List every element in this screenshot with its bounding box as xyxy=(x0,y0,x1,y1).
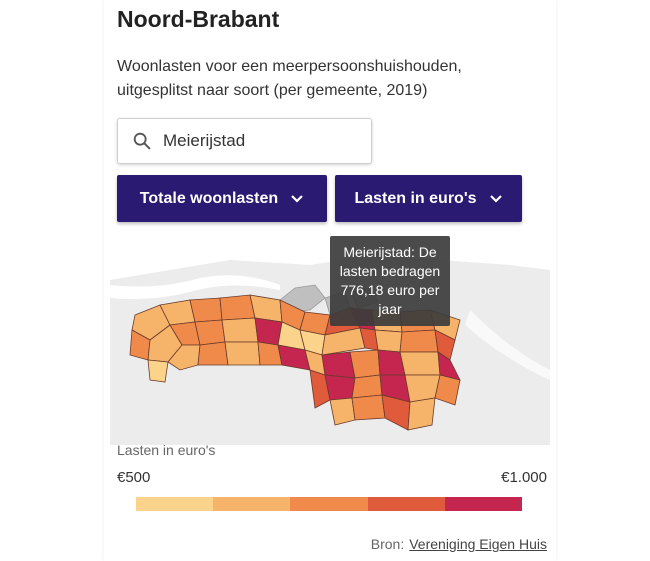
unit-dropdown-label: Lasten in euro's xyxy=(354,189,477,207)
municipality[interactable] xyxy=(400,330,438,352)
legend-swatch xyxy=(445,497,522,511)
municipality[interactable] xyxy=(375,330,402,352)
municipality[interactable] xyxy=(220,295,255,320)
chevron-down-icon xyxy=(290,194,304,204)
municipality[interactable] xyxy=(352,395,385,420)
search-icon xyxy=(131,130,153,152)
legend-swatch xyxy=(290,497,367,511)
municipality[interactable] xyxy=(195,320,225,345)
municipality[interactable] xyxy=(198,342,228,365)
subtitle: Woonlasten voor een meerpersoonshuishouden, uitgesplitst naar soort (per gemeente, 2019) xyxy=(117,58,462,99)
legend-color-bar xyxy=(136,497,522,511)
page-title: Noord-Brabant xyxy=(117,6,280,32)
chevron-down-icon xyxy=(489,194,503,204)
municipality[interactable] xyxy=(322,352,355,378)
municipality[interactable] xyxy=(400,352,440,375)
unit-dropdown[interactable] xyxy=(335,175,522,222)
legend-title: Lasten in euro's xyxy=(117,442,216,458)
legend-swatch xyxy=(368,497,445,511)
municipality[interactable] xyxy=(408,398,435,430)
source-line xyxy=(371,536,547,552)
municipality[interactable] xyxy=(190,298,222,322)
municipality[interactable] xyxy=(222,318,258,342)
search-box[interactable] xyxy=(117,118,372,164)
measure-dropdown[interactable] xyxy=(117,175,327,222)
municipality[interactable] xyxy=(225,342,260,365)
tooltip: Meierijstad: De lasten bedragen 776,18 euro per jaar xyxy=(330,236,450,326)
legend-max-label: €1.000 xyxy=(501,469,547,486)
municipality[interactable] xyxy=(255,318,282,345)
municipality[interactable] xyxy=(148,360,168,382)
search-input[interactable] xyxy=(161,130,365,152)
legend-swatch xyxy=(136,497,213,511)
legend-min-label: €500 xyxy=(117,469,151,486)
source-link[interactable]: Vereniging Eigen Huis xyxy=(409,536,547,552)
measure-dropdown-label: Totale woonlasten xyxy=(139,189,279,207)
municipality[interactable] xyxy=(325,375,355,400)
municipality[interactable] xyxy=(350,350,380,378)
legend-swatch xyxy=(213,497,290,511)
municipality[interactable] xyxy=(352,375,382,398)
source-label: Bron: xyxy=(370,536,405,552)
